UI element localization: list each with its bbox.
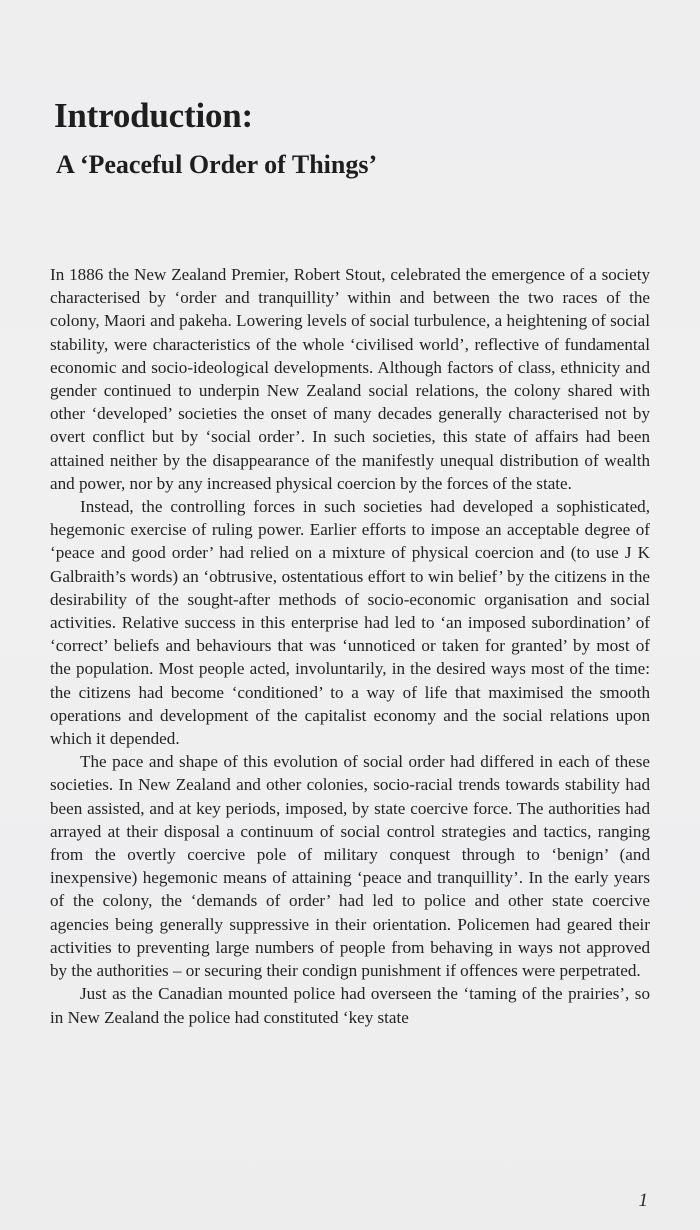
paragraph-1: In 1886 the New Zealand Premier, Robert Stout, celebrated the emergence of a society characterised by ‘order and tranquillity’ within and between the two races of the colony, Maori and pakeha. Lowering levels of social turbulence, a heightening of social stability, were characteristics of the whole ‘civilised world’, reflective of fundamental economic and socio-ideological developments. Although factors of class, ethnicity and gender continued to underpin New Zealand social relations, the colony shared with other ‘developed’ societies the onset of many decades generally characterised not by overt conflict but by ‘social order’. In such societies, this state of affairs had been attained neither by the disappearance of the manifestly unequal distribution of wealth and power, nor by any increased physical coercion by the forces of the state. <box>50 265 650 493</box>
paragraph-4: Just as the Canadian mounted police had overseen the ‘taming of the prairies’, so in New Zealand the police had constituted ‘key state <box>50 984 650 1027</box>
paragraph-2: Instead, the controlling forces in such societies had developed a sophisticated, hegemonic exercise of ruling power. Earlier efforts to impose an acceptable degree of ‘peace and good order’ had relied on a mixture of physical coercion and (to use J K Galbraith’s words) an ‘obtrusive, ostentatious effort to win belief’ by the citizens in the desirability of the sought-after methods of socio-economic organisation and social activities. Relative success in this enterprise had led to ‘an imposed subordination’ of ‘correct’ beliefs and behaviours that was ‘unnoticed or taken for granted’ by most of the population. Most people acted, involuntarily, in the desired ways most of the time: the citizens had become ‘conditioned’ to a way of life that maximised the smooth operations and development of the capitalist economy and the social relations upon which it depended. <box>50 497 650 749</box>
chapter-title: Introduction: <box>54 96 254 135</box>
page-number: 1 <box>638 1190 648 1211</box>
paragraph-3: The pace and shape of this evolution of social order had differed in each of these societies. In New Zealand and other colonies, socio-racial trends towards stability had been assisted, and at key periods, imposed, by state coercive force. The authorities had arrayed at their disposal a continuum of social control strategies and tactics, ranging from the overtly coercive pole of military conquest through to ‘benign’ (and inexpensive) hegemonic means of attaining ‘peace and tranquillity’. In the early years of the colony, the ‘demands of order’ had led to police and other state coercive agencies being generally suppressive in their orientation. Policemen had geared their activities to preventing large numbers of people from behaving in ways not approved by the authorities – or securing their condign punishment if offences were perpetrated. <box>50 752 650 981</box>
chapter-subtitle: A ‘Peaceful Order of Things’ <box>56 150 378 179</box>
body-text <box>50 263 650 1029</box>
